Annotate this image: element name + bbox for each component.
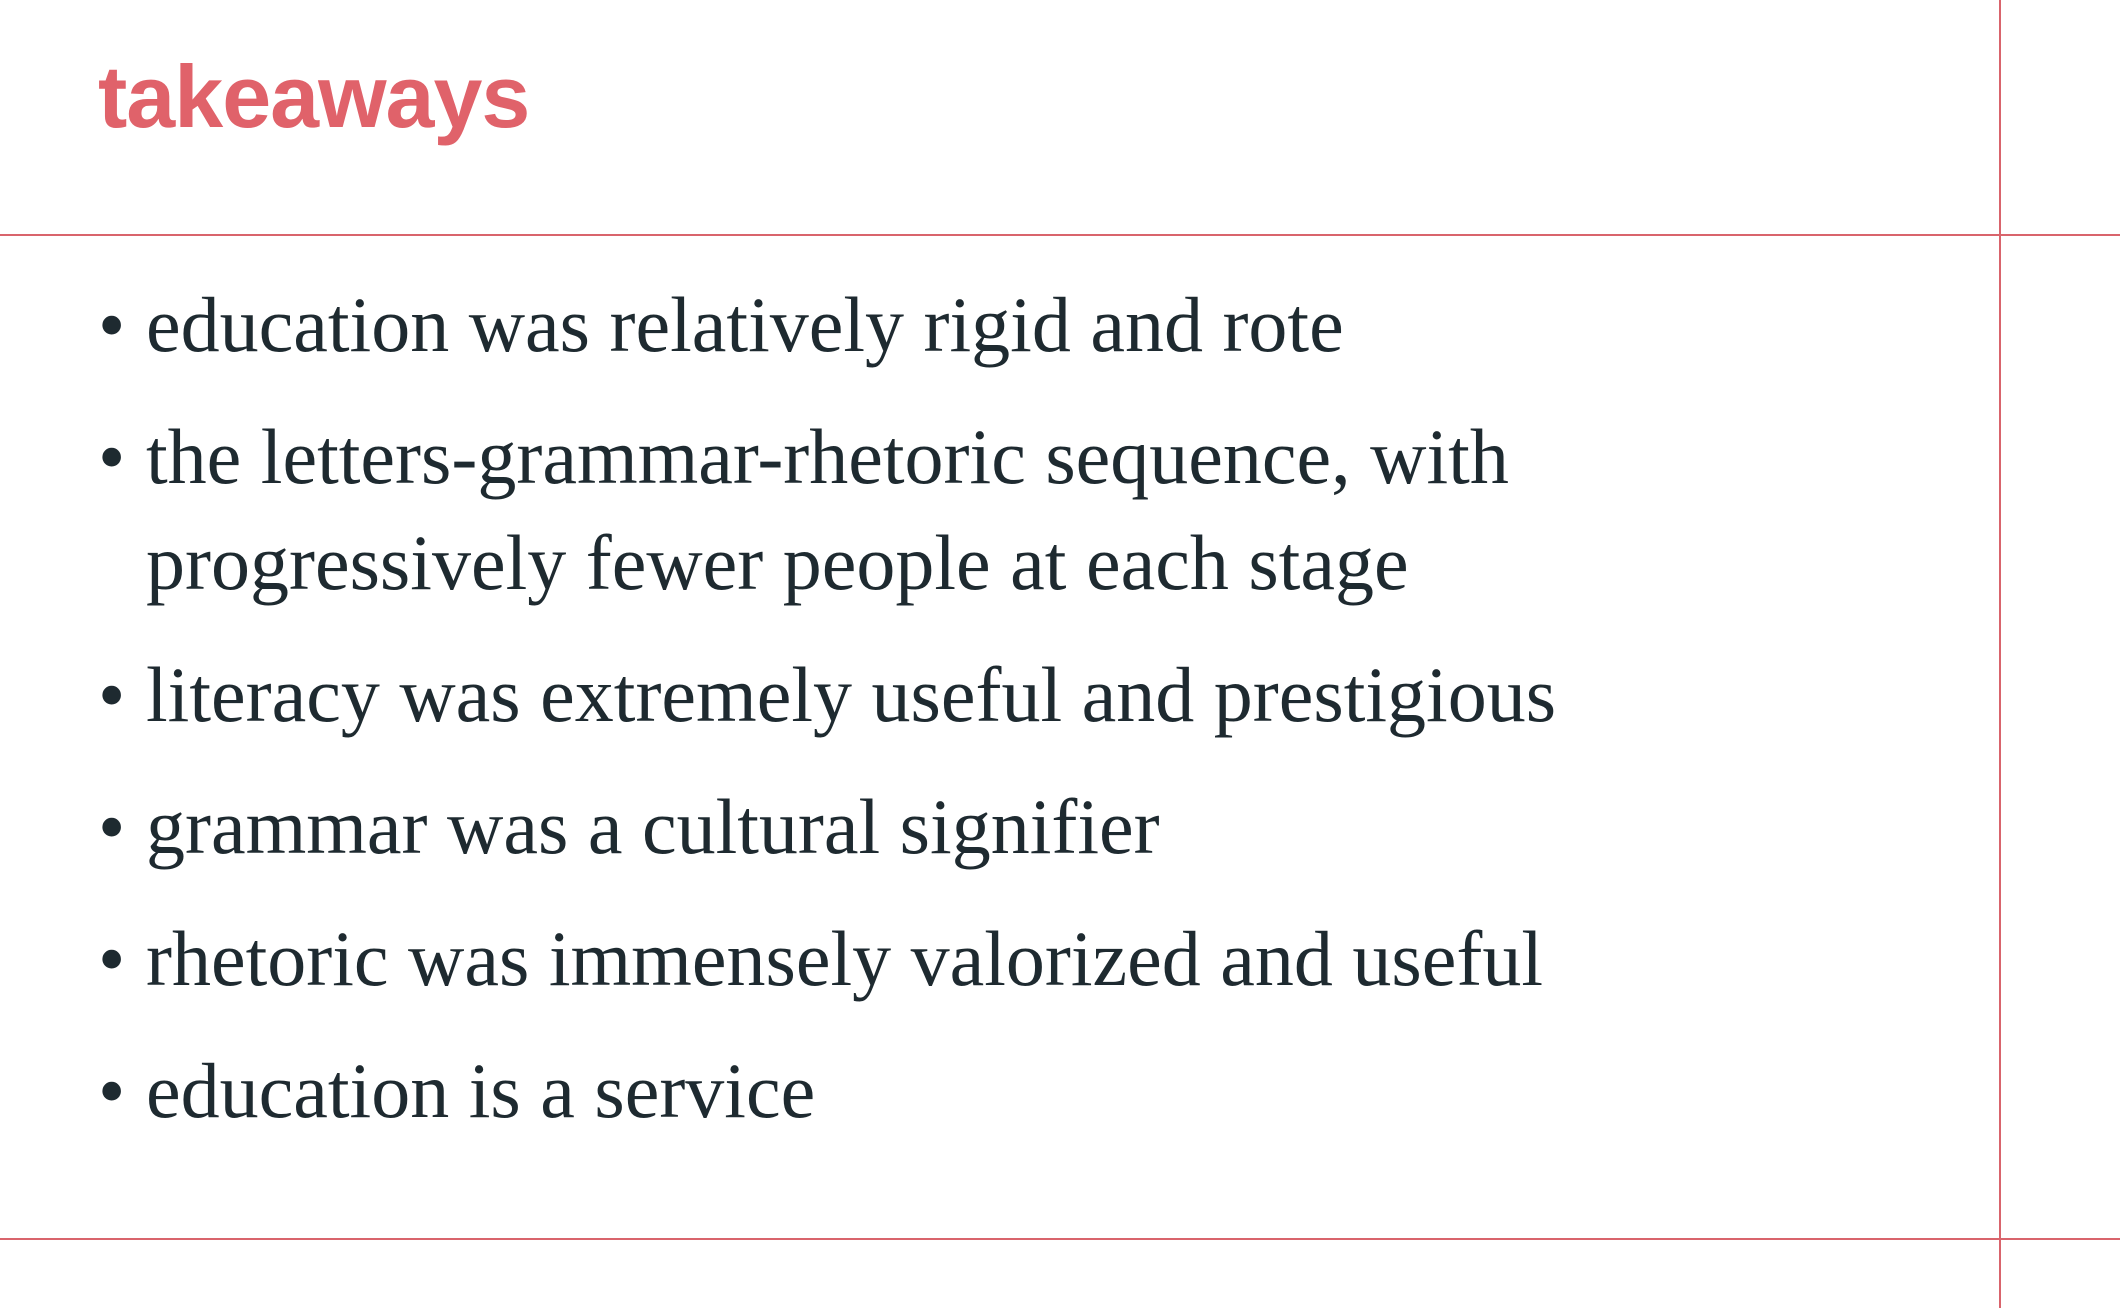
bullet-list [98, 272, 1898, 1170]
bullet-text: the letters-grammar-rhetoric sequence, with progressively fewer people at each stage [146, 413, 1509, 606]
bullet-icon: • [98, 783, 126, 870]
footer-divider [0, 1238, 2120, 1240]
bullet-item [98, 774, 1898, 880]
bullet-text: education was relatively rigid and rote [146, 281, 1344, 368]
bullet-item [98, 1038, 1898, 1144]
bullet-item [98, 272, 1898, 378]
bullet-icon: • [98, 413, 126, 500]
bullet-text: rhetoric was immensely valorized and useful [146, 915, 1544, 1002]
bullet-text: literacy was extremely useful and prestigious [146, 651, 1557, 738]
bullet-icon: • [98, 651, 126, 738]
bullet-icon: • [98, 281, 126, 368]
header-divider [0, 234, 2120, 236]
bullet-icon: • [98, 915, 126, 1002]
slide-title: takeaways [98, 47, 530, 146]
bullet-item [98, 906, 1898, 1012]
bullet-text: grammar was a cultural signifier [146, 783, 1160, 870]
right-margin-divider [1999, 0, 2001, 1308]
bullet-text: education is a service [146, 1047, 816, 1134]
bullet-item [98, 404, 1706, 616]
bullet-item [98, 642, 1898, 748]
bullet-icon: • [98, 1047, 126, 1134]
